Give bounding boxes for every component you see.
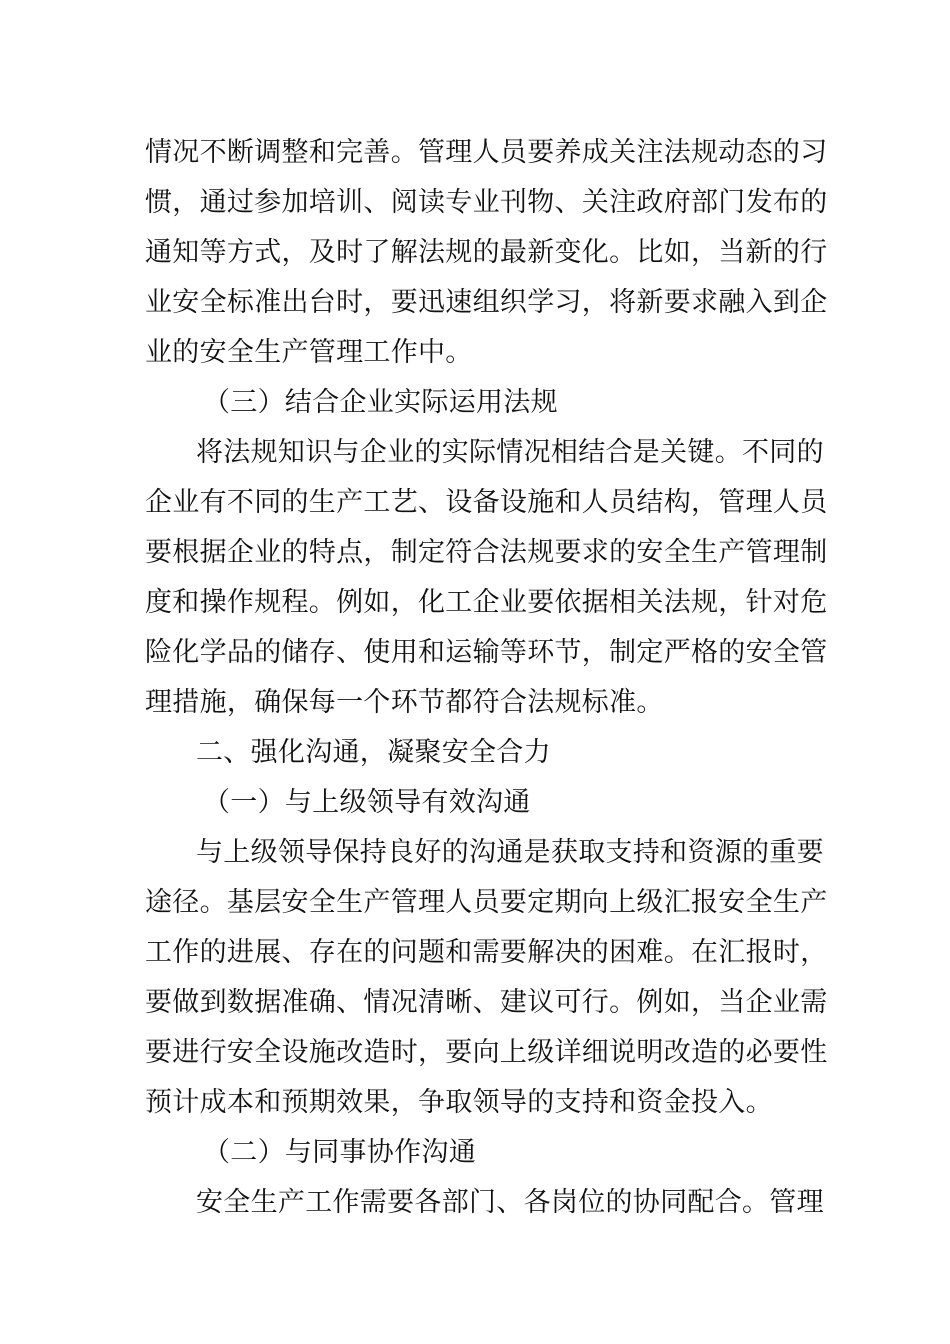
body-text-line: 要进行安全设施改造时，要向上级详细说明改造的必要性 bbox=[145, 1037, 828, 1068]
body-text-line: 工作的进展、存在的问题和需要解决的困难。在汇报时， bbox=[145, 937, 828, 968]
body-text-line: 与上级领导保持良好的沟通是获取支持和资源的重要 bbox=[196, 837, 824, 868]
body-text-line: 通知等方式，及时了解法规的最新变化。比如，当新的行 bbox=[145, 237, 828, 268]
body-text-line: 企业有不同的生产工艺、设备设施和人员结构，管理人员 bbox=[145, 487, 828, 518]
body-text-line: 理措施，确保每一个环节都符合法规标准。 bbox=[145, 687, 664, 718]
body-text-line: 业的安全生产管理工作中。 bbox=[145, 337, 473, 368]
body-text-line: 预计成本和预期效果，争取领导的支持和资金投入。 bbox=[145, 1087, 773, 1118]
subsection-heading: （一）与上级领导有效沟通 bbox=[203, 787, 531, 818]
body-text-line: 度和操作规程。例如，化工企业要依据相关法规，针对危 bbox=[145, 587, 828, 618]
body-text-line: 安全生产工作需要各部门、各岗位的协同配合。管理 bbox=[196, 1187, 824, 1218]
body-text-line: 惯，通过参加培训、阅读专业刊物、关注政府部门发布的 bbox=[145, 187, 828, 218]
body-text-line: 要根据企业的特点，制定符合法规要求的安全生产管理制 bbox=[145, 537, 828, 568]
body-text-line: 途径。基层安全生产管理人员要定期向上级汇报安全生产 bbox=[145, 887, 828, 918]
section-heading: 二、强化沟通，凝聚安全合力 bbox=[196, 737, 551, 768]
body-text-line: 要做到数据准确、情况清晰、建议可行。例如，当企业需 bbox=[145, 987, 828, 1018]
subsection-heading: （三）结合企业实际运用法规 bbox=[203, 387, 558, 418]
body-text-line: 将法规知识与企业的实际情况相结合是关键。不同的 bbox=[196, 437, 824, 468]
body-text-line: 险化学品的储存、使用和运输等环节，制定严格的安全管 bbox=[145, 637, 828, 668]
body-text-line: 业安全标准出台时，要迅速组织学习，将新要求融入到企 bbox=[145, 287, 828, 318]
body-text-line: 情况不断调整和完善。管理人员要养成关注法规动态的习 bbox=[145, 137, 828, 168]
subsection-heading: （二）与同事协作沟通 bbox=[203, 1137, 476, 1168]
